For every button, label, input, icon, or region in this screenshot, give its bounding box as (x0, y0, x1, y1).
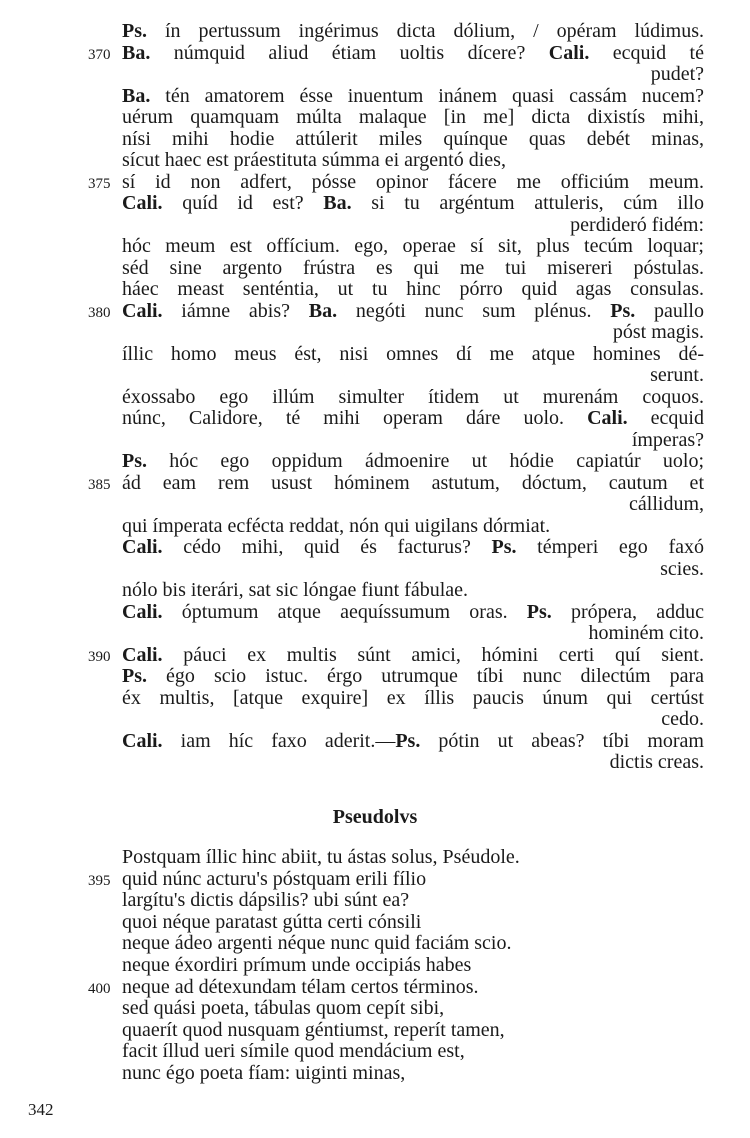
verse-text: neque ad détexundam télam certos términos. (122, 975, 479, 998)
verse-line (0, 868, 750, 890)
verse-text: sed quási poeta, tábulas quom cepít sibi, (122, 997, 445, 1020)
verse-text: núnc, Calidore, té mihi operam dáre uolo. Cali. ecquid (122, 407, 704, 429)
speaker-label: Ps. (491, 536, 517, 558)
verse-line (0, 687, 750, 709)
verse-text: pudet? (650, 63, 704, 85)
line-number: 375 (88, 175, 111, 192)
speaker-label: Ps. (395, 729, 421, 752)
speaker-label: Ps. (526, 600, 552, 623)
line-number: 390 (88, 648, 111, 665)
verse-text: neque éxordiri prímum unde occipiás habes (122, 954, 472, 976)
speaker-label: Cali. (122, 643, 163, 666)
verse-text: neque ádeo argenti néque nunc quid faciám scio. (122, 932, 512, 955)
verse-text: sí id non adfert, pósse opinor fácere me officiúm meum. (122, 170, 704, 193)
verse-line (0, 932, 750, 954)
verse-text: quaerít quod nusquam géntiumst, reperít tamen, (122, 1018, 505, 1041)
speaker-label: Ba. (323, 192, 352, 214)
speaker-label: Cali. (122, 729, 163, 752)
verse-text: éxossabo ego illúm simulter ítidem ut murenám coquos. (122, 385, 704, 408)
speaker-label: Ps. (610, 299, 636, 322)
verse-line (0, 515, 750, 537)
verse-line (0, 149, 750, 171)
verse-text: Ps. égo scio istuc. érgo utrumque tíbi nunc dilectúm para (122, 665, 704, 687)
verse-text: Cali. quíd id est? Ba. si tu argéntum attuleris, cúm illo (122, 192, 704, 214)
verse-line (0, 665, 750, 687)
speaker-label: Ba. (122, 84, 151, 107)
verse-text: Postquam íllic hinc abiit, tu ástas solus, Pséudole. (122, 846, 520, 868)
verse-text: hóc meum est offícium. ego, operae sí sit, plus tecúm loquar; (122, 235, 704, 257)
verse-text: Ps. ín pertussum ingérimus dicta dólium, / opéram lúdimus. (122, 20, 704, 42)
verse-line (0, 493, 750, 515)
verse-text: uérum quamquam múlta malaque [in me] dicta dixistís mihi, (122, 106, 704, 128)
verse-text: qui ímperata ecfécta reddat, nón qui uigilans dórmiat. (122, 514, 551, 537)
verse-text: dictis creas. (609, 751, 704, 773)
verse-text: Cali. óptumum atque aequíssumum oras. Ps. própera, adduc (122, 600, 704, 623)
verse-line (0, 1019, 750, 1041)
verse-text: scies. (660, 557, 704, 580)
verse-text: nunc égo poeta fíam: uiginti minas, (122, 1062, 406, 1084)
verse-line (0, 558, 750, 580)
verse-line (0, 846, 750, 868)
verse-text: Cali. páuci ex multis súnt amici, hómini certi quí sient. (122, 643, 704, 666)
verse-line (0, 235, 750, 257)
verse-text: hominém cito. (588, 622, 704, 644)
verse-line (0, 343, 750, 365)
verse-text: Ps. hóc ego oppidum ádmoenire ut hódie capiatúr uolo; (122, 450, 704, 472)
verse-text: ád eam rem usust hóminem astutum, dóctum, cautum et (122, 471, 704, 494)
verse-line (0, 644, 750, 666)
verse-line (0, 472, 750, 494)
verse-line (0, 579, 750, 601)
verse-line (0, 622, 750, 644)
verse-text: íllic homo meus ést, nisi omnes dí me atque homines dé- (122, 342, 704, 365)
verse-line (0, 601, 750, 623)
page-number: 342 (28, 1100, 54, 1119)
verse-line (0, 730, 750, 752)
verse-line (0, 450, 750, 472)
line-number: 385 (88, 476, 111, 493)
verse-line (0, 20, 750, 42)
verse-line (0, 997, 750, 1019)
verse-line (0, 386, 750, 408)
verse-line (0, 364, 750, 386)
line-number: 380 (88, 304, 111, 321)
line-number: 400 (88, 980, 111, 997)
speaker-label: Cali. (587, 407, 628, 429)
verse-line (0, 257, 750, 279)
verse-text: largítu's dictis dápsilis? ubi súnt ea? (122, 889, 410, 912)
verse-text: serunt. (650, 364, 704, 386)
verse-text: Ba. númquid aliud étiam uoltis dícere? Cali. ecquid té (122, 41, 704, 64)
verse-text: háec meast senténtia, ut tu hinc pórro quid agas consulas. (122, 278, 704, 300)
section-title: Pseudolvs (332, 806, 418, 828)
verse-text: Cali. iam híc faxo aderit.—Ps. pótin ut abeas? tíbi moram (122, 729, 704, 752)
speaker-label: Cali. (122, 299, 163, 322)
speaker-label: Ps. (122, 450, 147, 472)
verse-line (0, 954, 750, 976)
verse-line (0, 300, 750, 322)
speaker-label: Ps. (122, 20, 147, 42)
speaker-label: Cali. (122, 536, 163, 558)
speaker-label: Ps. (122, 665, 147, 687)
verse-text: séd sine argento frústra es qui me tui misereri póstulas. (122, 256, 704, 279)
verse-line (0, 128, 750, 150)
verse-line (0, 1062, 750, 1084)
verse-line (0, 192, 750, 214)
verse-line (0, 106, 750, 128)
verse-text: ímperas? (631, 428, 704, 451)
verse-text: perdideró fidém: (570, 213, 704, 236)
verse-text: quoi néque paratast gútta certi cónsili (122, 910, 422, 933)
verse-line (0, 751, 750, 773)
verse-line (0, 976, 750, 998)
speaker-label: Ba. (122, 41, 151, 64)
verse-line (0, 321, 750, 343)
speaker-label: Cali. (122, 600, 163, 623)
verse-text: cedo. (661, 708, 704, 730)
verse-text: póst magis. (612, 321, 704, 343)
line-number: 370 (88, 46, 111, 63)
verse-line (0, 536, 750, 558)
verse-text: sícut haec est práestituta súmma ei argentó dies, (122, 149, 506, 171)
verse-line (0, 429, 750, 451)
verse-line (0, 278, 750, 300)
verse-text: facit íllud ueri símile quod mendácium est, (122, 1040, 465, 1063)
speaker-label: Cali. (548, 41, 590, 64)
verse-text: cállidum, (629, 493, 704, 515)
verse-text: éx multis, [atque exquire] ex íllis paucis únum qui certúst (122, 686, 704, 709)
verse-line (0, 708, 750, 730)
verse-text: nólo bis iterári, sat sic lóngae fiunt fábulae. (122, 579, 469, 601)
verse-text: quid núnc acturu's póstquam erili fílio (122, 867, 427, 890)
verse-line (0, 63, 750, 85)
verse-text: Ba. tén amatorem ésse inuentum inánem quasi cassám nucem? (122, 84, 704, 107)
verse-line (0, 171, 750, 193)
verse-line (0, 42, 750, 64)
speaker-label: Ba. (308, 299, 338, 322)
line-number: 395 (88, 872, 111, 889)
verse-line (0, 889, 750, 911)
verse-text: Cali. iámne abis? Ba. negóti nunc sum plénus. Ps. paullo (122, 299, 704, 322)
verse-line (0, 85, 750, 107)
verse-line (0, 214, 750, 236)
verse-text: Cali. cédo mihi, quid és facturus? Ps. témperi ego faxó (122, 536, 704, 558)
verse-text: nísi mihi hodie attúlerit miles quínque quas debét minas, (122, 127, 704, 150)
speaker-label: Cali. (122, 192, 163, 214)
verse-line (0, 1040, 750, 1062)
verse-line (0, 407, 750, 429)
verse-line (0, 911, 750, 933)
